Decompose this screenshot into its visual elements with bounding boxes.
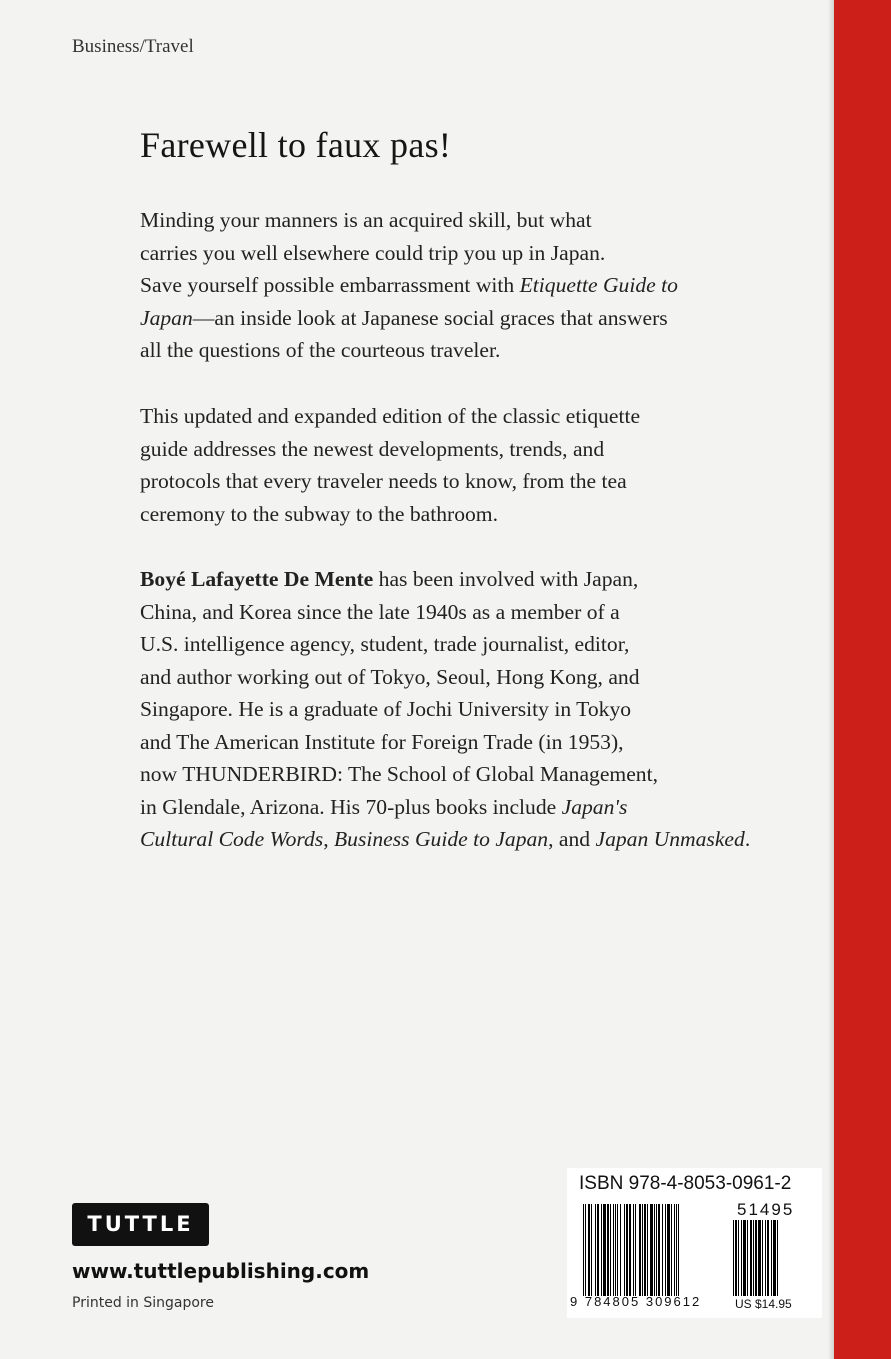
book-title: Cultural Code Words: [140, 827, 324, 851]
barcode-bar: [633, 1204, 634, 1296]
text-line: protocols that every traveler needs to know, from the tea: [140, 469, 627, 493]
category-label: Business/Travel: [72, 36, 194, 57]
text-line: This updated and expanded edition of the classic etiquette: [140, 404, 641, 428]
ean-digits: 9 784805 309612: [570, 1294, 702, 1309]
barcode-bar: [755, 1220, 757, 1296]
text-line: U.S. intelligence agency, student, trade journalist, editor,: [140, 632, 630, 656]
barcode-bar: [747, 1220, 748, 1296]
barcode-bar: [591, 1204, 592, 1296]
barcode-bar: [658, 1204, 660, 1296]
headline: Farewell to faux pas!: [140, 125, 452, 165]
text-line: and author working out of Tokyo, Seoul, Hong Kong, and: [140, 664, 640, 689]
book-title: Etiquette Guide to: [519, 273, 678, 297]
barcode-bar: [654, 1204, 655, 1296]
barcode-bar: [671, 1204, 672, 1296]
addon-barcode-bars: [733, 1220, 805, 1296]
barcode-bar: [626, 1204, 628, 1296]
text-run: ,: [323, 827, 334, 851]
barcode-bar: [750, 1220, 752, 1296]
barcode-bar: [662, 1204, 663, 1296]
text-line: [140, 269, 780, 302]
barcode-bar: [773, 1220, 776, 1296]
text-line: now THUNDERBIRD: The School of Global Management,: [140, 762, 658, 786]
text-run: has been involved with Japan,: [373, 567, 639, 591]
author-name: Boyé Lafayette De Mente: [140, 567, 374, 591]
barcode-bar: [741, 1220, 742, 1296]
barcode-bar: [603, 1204, 606, 1296]
text-line: [140, 791, 780, 824]
text-line: [140, 563, 780, 596]
book-title: Business Guide to Japan: [333, 827, 549, 851]
barcode-bar: [610, 1204, 611, 1296]
publisher-website[interactable]: www.tuttlepublishing.com: [72, 1259, 370, 1283]
barcode-bar: [733, 1220, 734, 1296]
barcode-bar: [601, 1204, 602, 1296]
barcode-bar: [583, 1204, 584, 1296]
description-paragraph-2: [140, 400, 780, 530]
text-line: all the questions of the courteous traveler.: [140, 338, 501, 362]
barcode-bar: [585, 1204, 586, 1296]
barcode-bar: [635, 1204, 636, 1296]
barcode-bar: [676, 1204, 677, 1296]
barcode-bar: [738, 1220, 739, 1296]
price-label: US $14.95: [735, 1297, 792, 1311]
text-run: in Glendale, Arizona. His 70-plus books include: [140, 794, 562, 819]
barcode-bar: [735, 1220, 737, 1296]
barcode-bar: [615, 1204, 616, 1296]
text-line: Singapore. He is a graduate of Jochi University in Tokyo: [140, 697, 632, 721]
barcode-bar: [642, 1204, 643, 1296]
barcode-bar: [767, 1220, 769, 1296]
barcode-bar: [758, 1220, 761, 1296]
text-run: —an inside look at Japanese social graces that answers: [192, 305, 668, 330]
text-line: carries you well elsewhere could trip you up in Japan.: [140, 240, 606, 265]
barcode-bar: [656, 1204, 657, 1296]
barcode-bar: [620, 1204, 621, 1296]
isbn-number: ISBN 978-4-8053-0961-2: [579, 1173, 792, 1194]
text-run: .: [744, 827, 751, 851]
book-title: Japan: [140, 305, 193, 330]
barcode-bar: [607, 1204, 609, 1296]
text-line: guide addresses the newest developments, trends, and: [140, 436, 605, 461]
barcode-bar: [667, 1204, 670, 1296]
text-line: ceremony to the subway to the bathroom.: [140, 501, 499, 526]
barcode-bar: [629, 1204, 631, 1296]
text-line: [140, 823, 780, 856]
barcode-bar: [650, 1204, 653, 1296]
publisher-logo: TUTTLE: [72, 1203, 209, 1246]
text-line: and The American Institute for Foreign Trade (in 1953),: [140, 729, 624, 754]
book-title: Japan's: [561, 794, 628, 819]
text-run: Save yourself possible embarrassment with: [140, 273, 520, 297]
barcode-bar: [588, 1204, 590, 1296]
barcode-bar: [762, 1220, 763, 1296]
text-line: [140, 302, 780, 335]
barcode-bar: [644, 1204, 646, 1296]
barcode-bar: [678, 1204, 679, 1296]
text-run: , and: [548, 827, 596, 851]
barcode-bar: [743, 1220, 746, 1296]
barcode-bar: [647, 1204, 648, 1296]
barcode-bar: [624, 1204, 625, 1296]
book-title: Japan Unmasked: [595, 827, 745, 851]
barcode-bar: [765, 1220, 766, 1296]
barcode-bar: [617, 1204, 618, 1296]
printed-in-label: Printed in Singapore: [72, 1295, 214, 1311]
barcode-bar: [771, 1220, 772, 1296]
text-line: Minding your manners is an acquired skill, but what: [140, 208, 592, 232]
barcode-bar: [597, 1204, 599, 1296]
barcode-bar: [777, 1220, 778, 1296]
barcode-bar: [613, 1204, 614, 1296]
author-bio: [140, 563, 780, 856]
price-addon-digits: 51495: [737, 1200, 795, 1219]
barcode-bar: [639, 1204, 641, 1296]
description-paragraph-1: [140, 204, 780, 367]
barcode-bar: [665, 1204, 666, 1296]
isbn-barcode: [567, 1168, 822, 1318]
ean-barcode-bars: [583, 1204, 710, 1296]
barcode-bar: [595, 1204, 596, 1296]
barcode-bar: [674, 1204, 675, 1296]
text-line: China, and Korea since the late 1940s as a member of a: [140, 599, 620, 624]
barcode-bar: [753, 1220, 754, 1296]
red-spine-edge: [834, 0, 891, 1359]
